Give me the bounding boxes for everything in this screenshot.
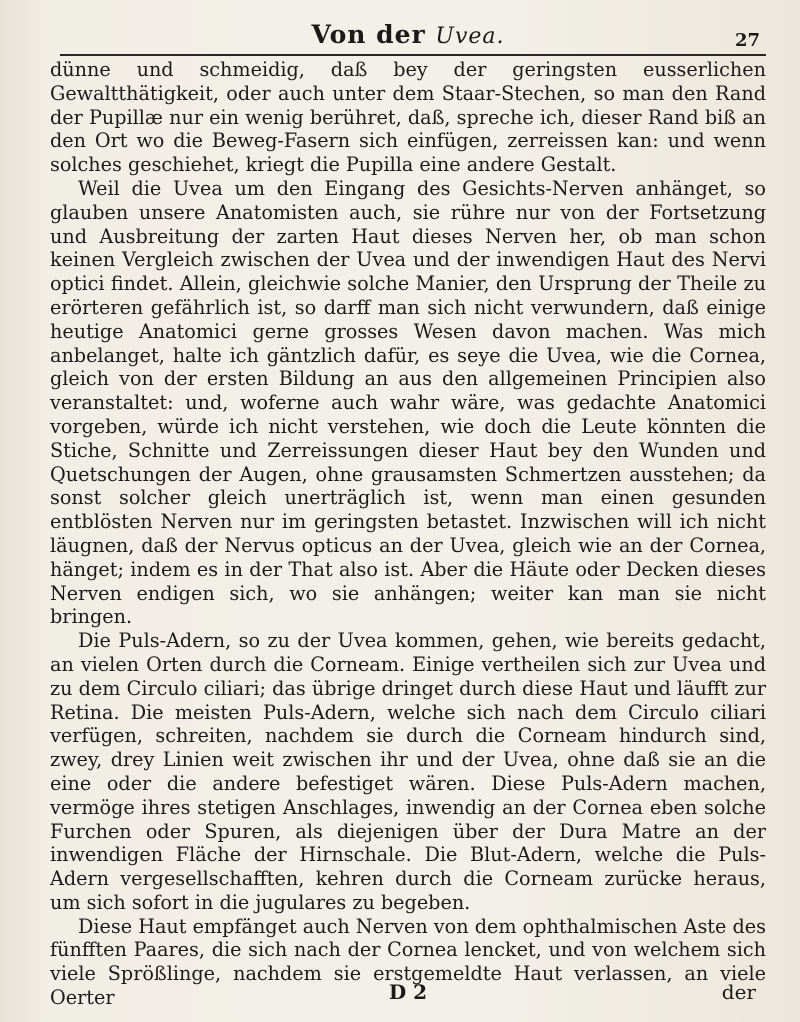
signature-mark: D 2 <box>388 980 428 1004</box>
running-head-prefix: Von der <box>311 20 426 49</box>
body-text <box>50 58 766 1010</box>
paragraph-3: Die Puls-Adern, so zu der Uvea kommen, gehen, wie bereits gedacht, an vielen Orten durch die Corneam. Einige vertheilen sich zur Uvea und zu dem Circulo ciliari; das übrige dringet durch diese Haut und läufft zur Retina. Die meisten Puls-Adern, welche sich nach dem Circulo ciliari verfügen, schreiten, nachdem sie durch die Corneam hindurch sind, zwey, drey Linien weit zwischen ihr und der Uvea, ohne daß sie an die eine oder die andere befestiget wären. Diese Puls-Adern machen, vermöge ihres stetigen Anschlages, inwendig an der Cornea eben solche Furchen oder Spuren, als diejenigen über der Dura Matre an der inwendigen Fläche der Hirnschale. Die Blut-Adern, welche die Puls-Adern vergesellschafften, kehren durch die Corneam zurücke heraus, um sich sofort in die jugulares zu begeben. <box>50 629 766 914</box>
page-header <box>50 14 766 54</box>
header-rule <box>60 54 766 56</box>
page-number: 27 <box>734 30 760 51</box>
running-head-italic: Uvea. <box>435 24 505 49</box>
paragraph-4: Diese Haut empfänget auch Nerven von dem ophthalmischen Aste des fünfften Paares, die sich nach der Cornea lencket, und von welchem sich viele Sprößlinge, nachdem sie erstgemeldte Haut verlassen, an viele Oerter <box>50 914 766 1010</box>
page-footer <box>50 980 766 1008</box>
running-head <box>50 20 766 49</box>
catchword: der <box>721 980 756 1004</box>
paragraph-2: Weil die Uvea um den Eingang des Gesichts-Nerven anhänget, so glauben unsere Anatomisten auch, sie rühre nur von der Fortsetzung und Ausbreitung der zarten Haut dieses Nerven her, ob man schon keinen Vergleich zwischen der Uvea und der inwendigen Haut des Nervi optici findet. Allein, gleichwie solche Manier, den Ursprung der Theile zu erörteren gefährlich ist, so darff man sich nicht verwundern, daß einige heutige Anatomici gerne grosses Wesen davon machen. Was mich anbelanget, halte ich gäntzlich dafür, es seye die Uvea, wie die Cornea, gleich von der ersten Bildung an aus den allgemeinen Principien also veranstaltet: und, woferne auch wahr wäre, was gedachte Anatomici vorgeben, würde ich nicht verstehen, wie doch die Leute könnten die Stiche, Schnitte und Zerreissungen dieser Haut bey den Wunden und Quetschungen der Augen, ohne grausamsten Schmertzen ausstehen; da sonst solcher gleich unerträglich ist, wenn man einen gesunden entblösten Nerven nur im geringsten betastet. Inzwischen will ich nicht läugnen, daß der Nervus opticus an der Uvea, gleich wie an der Cornea, hänget; indem es in der That also ist. Aber die Häute oder Decken dieses Nerven endigen sich, wo sie anhängen; weiter kan man sie nicht bringen. <box>50 176 766 629</box>
paragraph-1: dünne und schmeidig, daß bey der geringsten eusserlichen Gewaltthätigkeit, oder auch unter dem Staar-Stechen, so man den Rand der Pupillæ nur ein wenig berühret, daß, spreche ich, dieser Rand biß an den Ort wo die Beweg-Fasern sich einfügen, zerreissen kan: und wenn solches geschiehet, kriegt die Pupilla eine andere Gestalt. <box>50 58 766 177</box>
